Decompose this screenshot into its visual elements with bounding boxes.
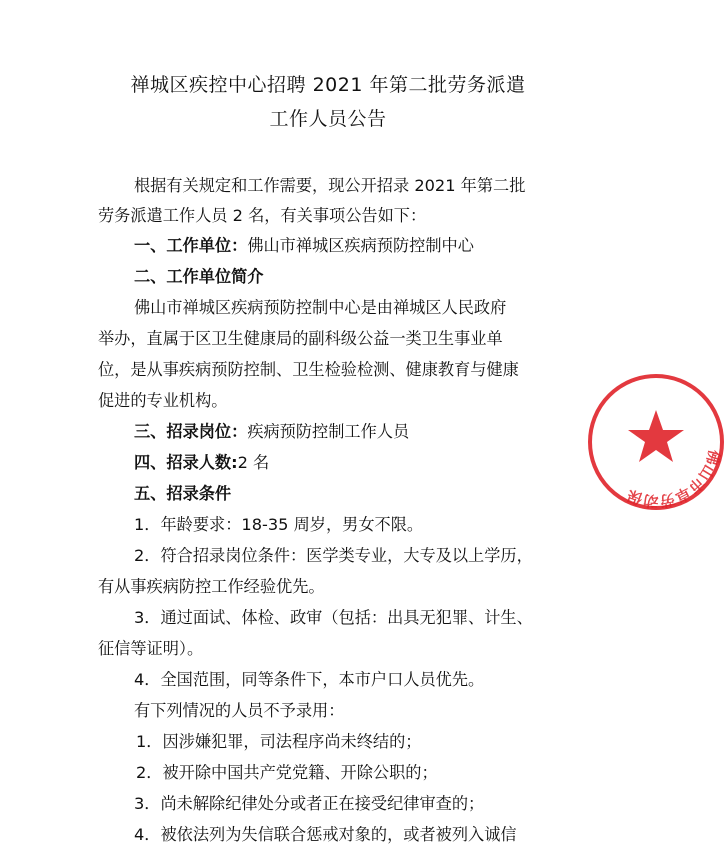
section2-line-4: 促进的专业机构。	[98, 391, 228, 410]
condition-line-1: 1．年龄要求：18-35 周岁，男女不限。	[134, 515, 424, 534]
exclusion-line-1: 1．因涉嫌犯罪，司法程序尚未终结的；	[136, 732, 422, 751]
section2-heading: 二、工作单位简介	[134, 267, 264, 286]
section3-text: 疾病预防控制工作人员	[247, 422, 410, 441]
section4-heading: 四、招录人数:	[134, 453, 238, 472]
section3-line	[134, 421, 409, 443]
exclusion-line-4: 4．被依法列为失信联合惩戒对象的，或者被列入诚信	[134, 825, 517, 844]
condition-line-4: 3．通过面试、体检、政审（包括：出具无犯罪、计生、	[134, 608, 533, 627]
section2-line-3: 位，是从事疾病预防控制、卫生检验检测、健康教育与健康	[98, 360, 519, 379]
condition-line-2: 2．符合招录岗位条件：医学类专业，大专及以上学历，	[134, 546, 533, 565]
intro-line-1: 根据有关规定和工作需要，现公开招录 2021 年第二批	[134, 176, 526, 195]
section5-heading: 五、招录条件	[134, 484, 232, 503]
section3-heading: 三、招录岗位：	[134, 422, 248, 441]
intro-line-2: 劳务派遣工作人员 2 名，有关事项公告如下：	[98, 206, 427, 225]
document-title-line1: 禅城区疾控中心招聘 2021 年第二批劳务派遣	[130, 74, 526, 96]
seal-star-icon	[628, 410, 684, 462]
section4-line	[134, 452, 269, 474]
section2-line-2: 举办，直属于区卫生健康局的副科级公益一类卫生事业单	[98, 329, 503, 348]
exclusion-intro: 有下列情况的人员不予录用：	[134, 701, 345, 720]
condition-line-6: 4．全国范围，同等条件下，本市户口人员优先。	[134, 670, 485, 689]
condition-line-5: 征信等证明）。	[98, 639, 204, 658]
exclusion-line-3: 3．尚未解除纪律处分或者正在接受纪律审查的；	[134, 794, 485, 813]
section2-line-1: 佛山市禅城区疾病预防控制中心是由禅城区人民政府	[134, 298, 507, 317]
section1-text: 佛山市禅城区疾病预防控制中心	[247, 236, 474, 255]
document-title-line2: 工作人员公告	[269, 108, 387, 130]
condition-line-3: 有从事疾病防控工作经验优先。	[98, 577, 325, 596]
seal-text: 佛山市卓劳动保	[624, 447, 724, 511]
exclusion-line-2: 2．被开除中国共产党党籍、开除公职的；	[136, 763, 438, 782]
official-seal	[586, 372, 726, 512]
section1-heading: 一、工作单位：	[134, 236, 248, 255]
section1-line	[134, 235, 474, 257]
section4-text: 2 名	[237, 453, 270, 472]
